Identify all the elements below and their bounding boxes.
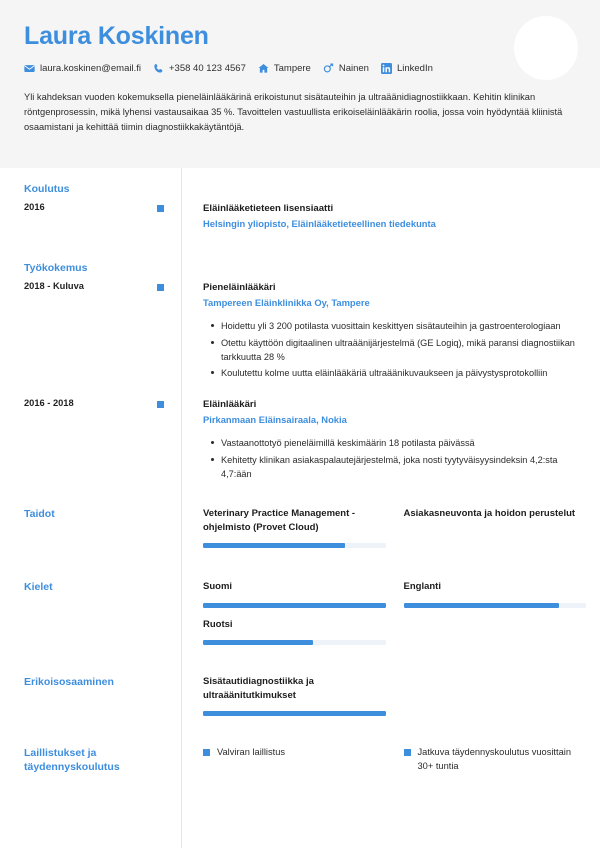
section-specialization [0, 675, 600, 716]
phone-icon [153, 63, 164, 74]
specialization-grid [203, 675, 586, 716]
certification-item [404, 746, 587, 774]
page-title: Laura Koskinen [24, 22, 209, 50]
section-education [0, 182, 600, 196]
certification-item [203, 746, 386, 774]
language-level-fill [203, 640, 313, 645]
resume-header [0, 0, 600, 168]
education-entry [0, 202, 600, 231]
experience-employer: Pirkanmaan Eläinsairaala, Nokia [203, 414, 347, 426]
education-degree: Eläinlääketieteen lisensiaatti [203, 203, 334, 215]
section-title-education: Koulutus [24, 183, 70, 195]
language-level-bar [404, 603, 587, 608]
language-item [404, 580, 587, 607]
skill-item [203, 507, 386, 548]
resume-body [0, 168, 600, 848]
contact-gender-text: Nainen [338, 62, 369, 74]
experience-job-title: Pieneläinlääkäri [203, 282, 276, 294]
avatar [514, 16, 578, 80]
section-title-certifications: Laillistukset ja täydennyskoulutus [24, 747, 120, 774]
contact-email[interactable] [24, 63, 150, 74]
bullet-square-icon [404, 749, 411, 756]
entry-marker-icon [157, 205, 164, 212]
experience-bullets [203, 436, 586, 481]
education-institution: Helsingin yliopisto, Eläinlääketieteellinen tiedekunta [203, 218, 436, 230]
contact-row [24, 63, 576, 74]
section-title-specialization: Erikoisosaaminen [24, 676, 114, 689]
section-title-languages: Kielet [24, 581, 53, 594]
envelope-icon [24, 63, 35, 74]
language-label: Englanti [403, 581, 441, 593]
experience-date: 2016 - 2018 [24, 398, 74, 409]
language-label: Suomi [203, 581, 233, 593]
contact-email-text: laura.koskinen@email.fi [40, 62, 141, 74]
experience-date: 2018 - Kuluva [24, 281, 84, 292]
contact-phone-text: +358 40 123 4567 [169, 62, 246, 74]
contact-linkedin-text: LinkedIn [396, 62, 433, 74]
list-item: Vastaanottotyö pieneläimillä keskimäärin 18 potilasta päivässä [221, 436, 586, 450]
language-item [203, 580, 386, 607]
list-item: Koulutettu kolme uutta eläinlääkäriä ultraäänikuvaukseen ja päivystysprotokolliin [221, 366, 586, 380]
section-title-experience: Työkokemus [24, 262, 88, 275]
section-skills [0, 507, 600, 548]
certifications-grid [203, 746, 586, 774]
experience-job-title: Eläinlääkäri [203, 399, 257, 411]
language-row-secondary [0, 618, 600, 645]
skill-level-bar [404, 530, 587, 535]
language-level-fill [404, 603, 559, 608]
skill-label: Asiakasneuvonta ja hoidon perustelut [403, 508, 576, 520]
list-item: Hoidettu yli 3 200 potilasta vuosittain keskittyen sisätauteihin ja gastroenterologiaan [221, 319, 586, 333]
section-languages [0, 580, 600, 607]
home-icon [258, 63, 269, 74]
professional-summary: Yli kahdeksan vuoden kokemuksella pieneläinlääkärinä erikoistunut sisätauteihin ja ultraäänidiagnostiikkaan. Kehitin klinikan röntgenprosessin, mikä lyhensi vastausaikaa 35 %. Tavoittelen vastuullista erikoiseläinlääkärin roolia, jossa voin hyödyntää kliinistä osaamistani ja kehittää tiimin diagnostiikkakäytäntöjä. [24, 91, 563, 132]
contact-location-text: Tampere [273, 62, 311, 74]
language-level-bar [203, 640, 386, 645]
specialization-level-fill [203, 711, 386, 716]
bullet-square-icon [203, 749, 210, 756]
contact-gender[interactable] [323, 63, 378, 74]
contact-location[interactable] [258, 63, 320, 74]
language-level-bar [203, 603, 386, 608]
section-title-skills: Taidot [24, 508, 55, 521]
experience-entry [0, 398, 600, 483]
specialization-item [203, 675, 386, 716]
specialization-label: Sisätautidiagnostiikka ja ultraäänitutkimukset [203, 676, 314, 701]
gender-icon [323, 63, 334, 74]
contact-linkedin[interactable] [381, 63, 442, 74]
skill-level-bar [203, 543, 386, 548]
certification-text: Valviran laillistus [217, 747, 286, 758]
section-experience [0, 261, 600, 275]
skill-level-fill [203, 543, 345, 548]
experience-bullets [203, 319, 586, 380]
linkedin-icon [381, 63, 392, 74]
specialization-level-bar [203, 711, 386, 716]
experience-employer: Tampereen Eläinklinikka Oy, Tampere [203, 297, 370, 309]
contact-phone[interactable] [153, 63, 255, 74]
language-item [203, 618, 386, 645]
section-certifications [0, 746, 600, 774]
experience-entry [0, 281, 600, 382]
list-item: Kehitetty klinikan asiakaspalautejärjestelmä, joka nosti tyytyväisyysindeksin 4,2:sta 4,7:ään [221, 453, 586, 482]
skill-item [404, 507, 587, 548]
skills-grid [203, 507, 586, 548]
language-level-fill [203, 603, 386, 608]
entry-marker-icon [157, 284, 164, 291]
language-label: Ruotsi [203, 618, 233, 630]
certification-text: Jatkuva täydennyskoulutus vuosittain 30+ tuntia [417, 747, 571, 771]
education-label-col [24, 182, 181, 196]
list-item: Otettu käyttöön digitaalinen ultraäänijärjestelmä (GE Logiq), mikä paransi diagnostiikan tarkkuutta 28 % [221, 336, 586, 365]
education-date: 2016 [24, 202, 45, 213]
entry-marker-icon [157, 401, 164, 408]
languages-grid [203, 580, 586, 607]
skill-label: Veterinary Practice Management -ohjelmisto (Provet Cloud) [203, 508, 356, 533]
